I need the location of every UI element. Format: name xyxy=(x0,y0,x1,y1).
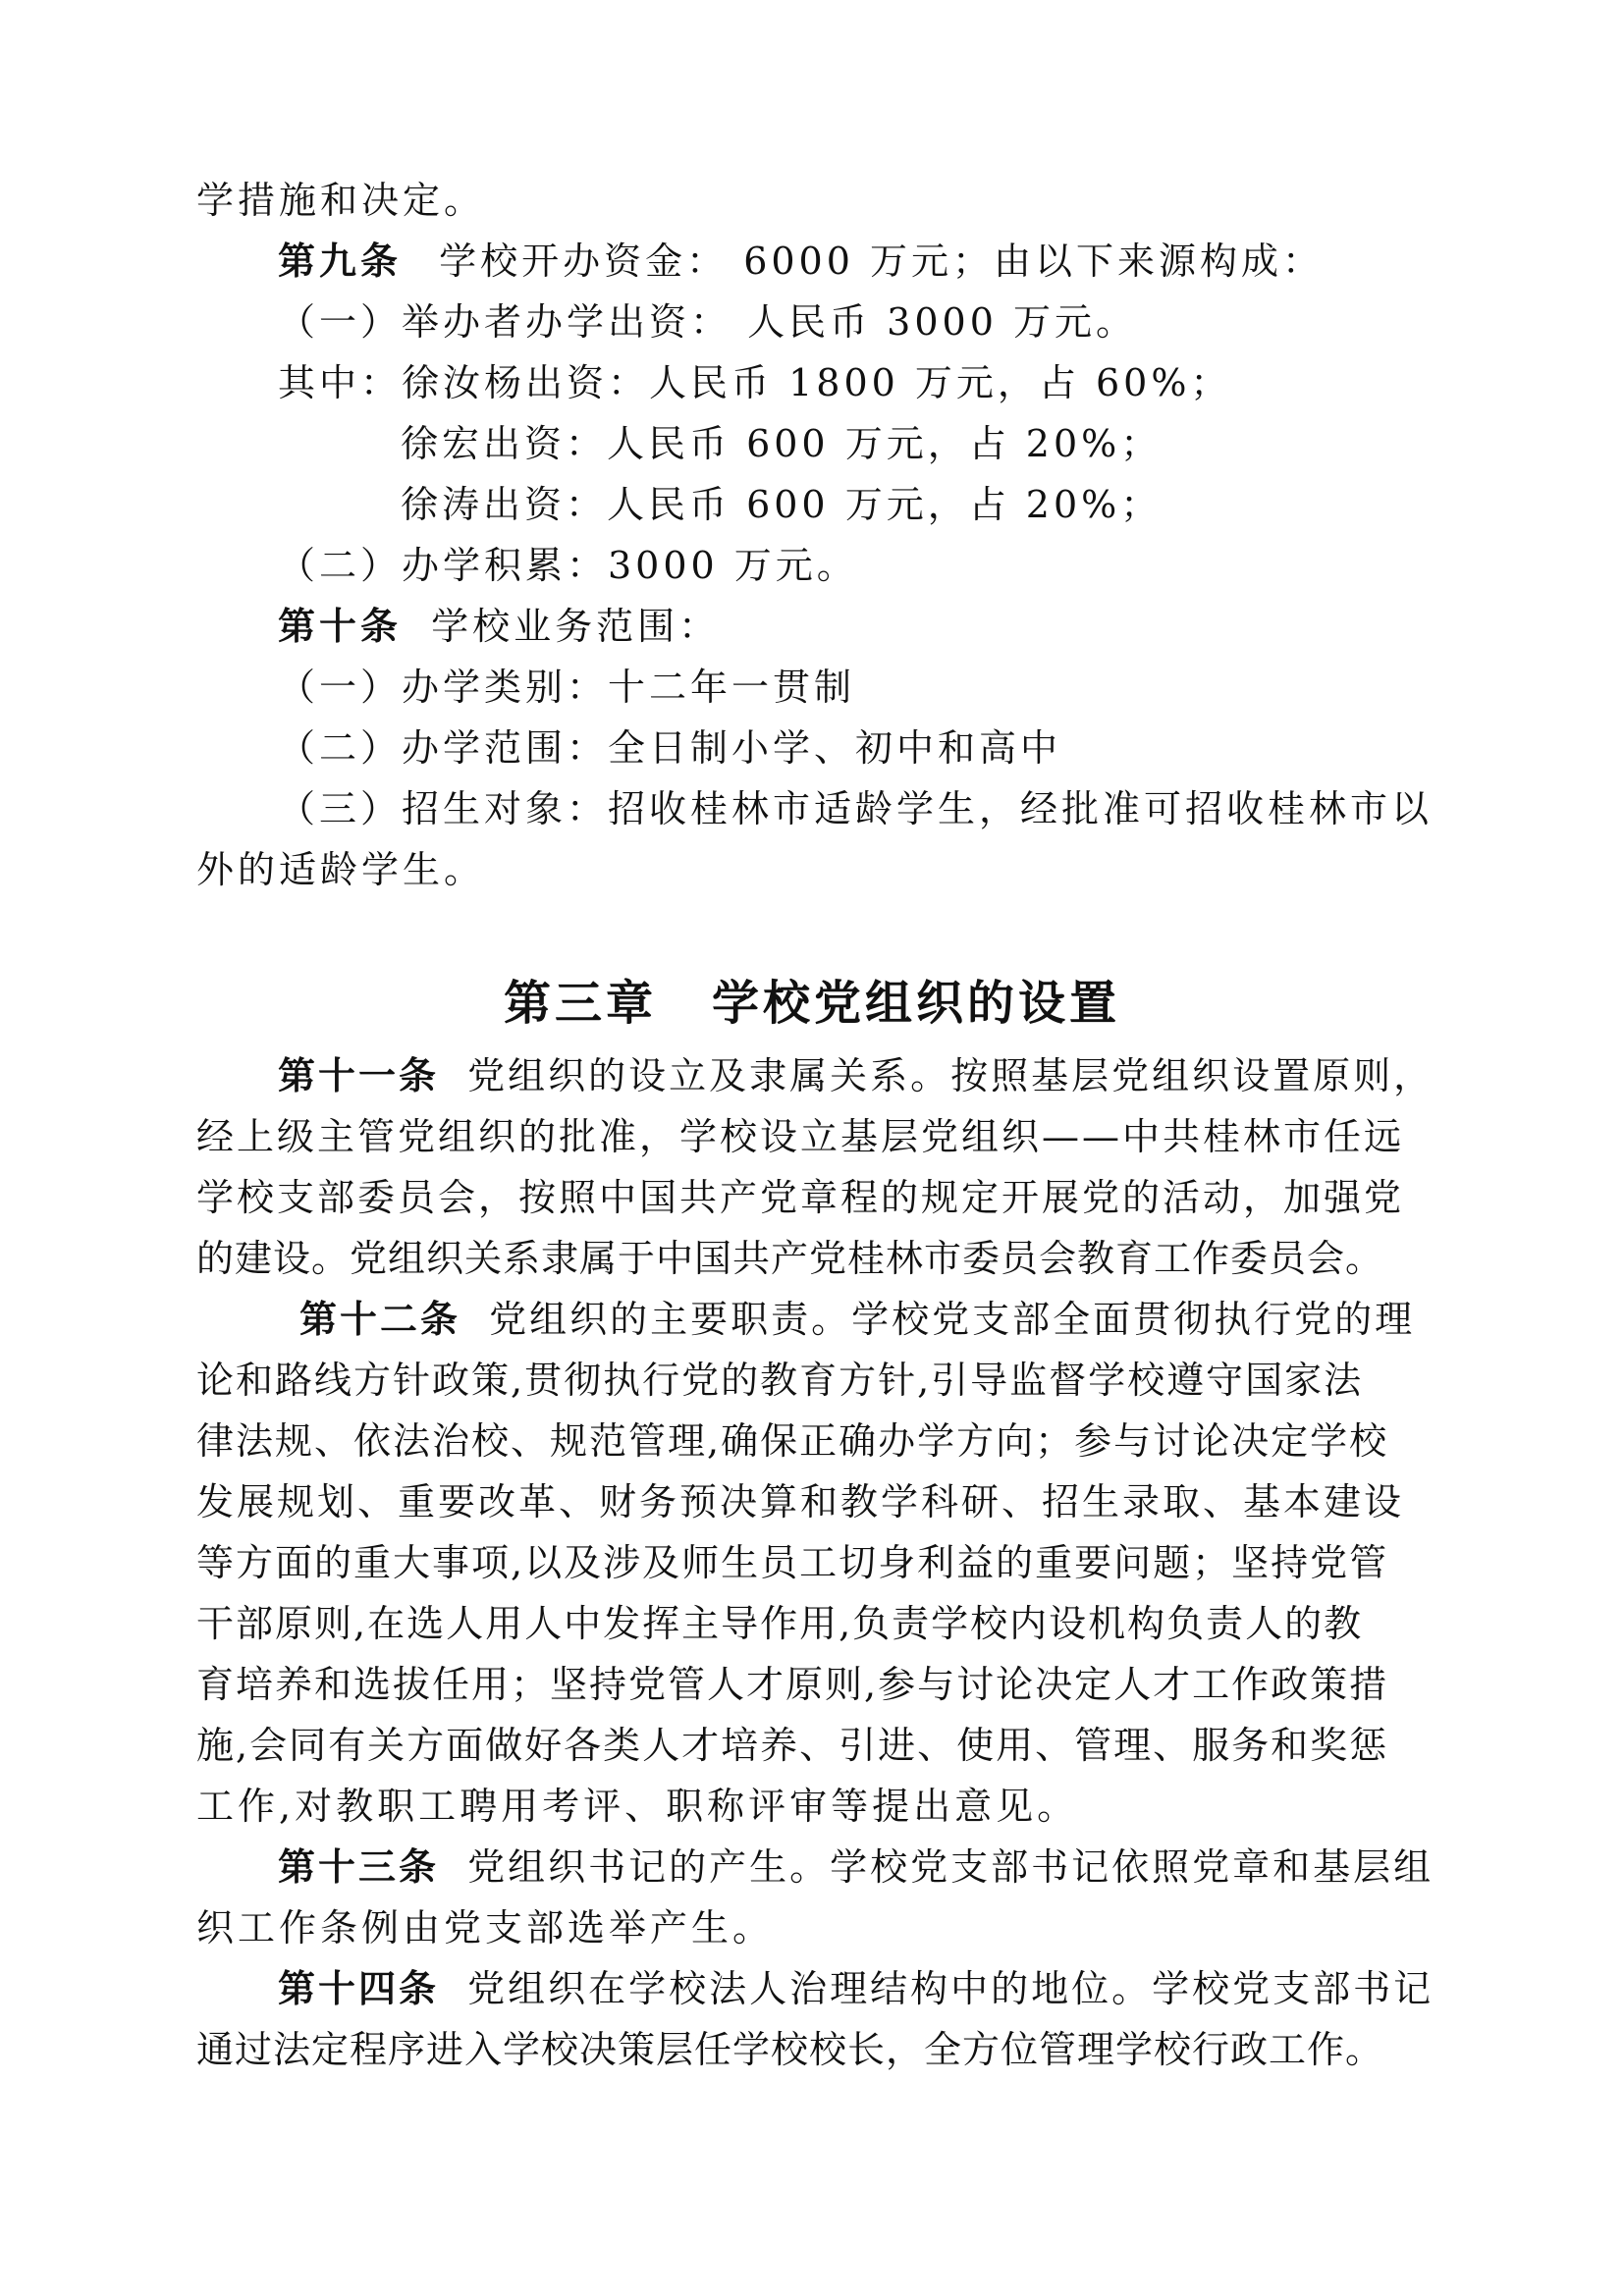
paragraph-line: 学校支部委员会，按照中国共产党章程的规定开展党的活动，加强党 xyxy=(196,1176,1405,1219)
paragraph-line: 律法规、依法治校、规范管理,确保正确办学方向；参与讨论决定学校 xyxy=(196,1419,1389,1463)
article-14 xyxy=(278,1965,1434,2012)
sub-item: 徐汝杨出资：人民币 1800 万元，占 60%； xyxy=(402,361,1232,404)
list-item: （三）招生对象：招收桂林市适龄学生，经批准可招收桂林市以 xyxy=(278,787,1434,830)
paragraph-line: 干部原则,在选人用人中发挥主导作用,负责学校内设机构负责人的教 xyxy=(196,1602,1364,1645)
paragraph-line: 织工作条例由党支部选举产生。 xyxy=(196,1906,775,1949)
paragraph-line: 育培养和选拔任用；坚持党管人才原则,参与讨论决定人才工作政策措 xyxy=(196,1663,1389,1706)
article-label: 第十三条 xyxy=(278,1845,440,1889)
article-text: 党组织书记的产生。学校党支部书记依照党章和基层组 xyxy=(467,1845,1435,1889)
paragraph-line: 论和路线方针政策,贯彻执行党的教育方针,引导监督学校遵守国家法 xyxy=(196,1359,1364,1402)
paragraph-line: 等方面的重大事项,以及涉及师生员工切身利益的重要问题；坚持党管 xyxy=(196,1541,1389,1584)
paragraph-line: 学措施和决定。 xyxy=(196,179,486,222)
article-label: 第十四条 xyxy=(278,1967,440,2010)
article-11 xyxy=(278,1052,1434,1099)
article-13 xyxy=(278,1843,1434,1891)
article-12 xyxy=(299,1296,1415,1343)
list-item: （一）举办者办学出资： 人民币 3000 万元。 xyxy=(278,300,1137,344)
sub-item: 徐宏出资：人民币 600 万元，占 20%； xyxy=(401,422,1163,465)
list-item: （二）办学范围：全日制小学、初中和高中 xyxy=(278,726,1062,770)
sub-item: 徐涛出资：人民币 600 万元，占 20%； xyxy=(401,483,1163,526)
paragraph-line: 的建设。党组织关系隶属于中国共产党桂林市委员会教育工作委员会。 xyxy=(196,1237,1384,1280)
chapter-heading xyxy=(0,974,1624,1033)
list-item: （二）办学积累：3000 万元。 xyxy=(278,544,858,587)
paragraph-line: 施,会同有关方面做好各类人才培养、引进、使用、管理、服务和奖惩 xyxy=(196,1724,1389,1767)
article-label: 第十二条 xyxy=(299,1298,461,1341)
chapter-title: 学校党组织的设置 xyxy=(712,976,1121,1031)
article-text: 党组织的设立及隶属关系。按照基层党组织设置原则， xyxy=(467,1054,1435,1097)
article-9 xyxy=(278,238,1324,285)
paragraph-line: 通过法定程序进入学校决策层任学校校长，全方位管理学校行政工作。 xyxy=(196,2028,1384,2071)
list-item xyxy=(278,359,1231,406)
paragraph-line: 工作,对教职工聘用考评、职称评审等提出意见。 xyxy=(196,1785,1079,1828)
article-text: 学校业务范围： xyxy=(431,605,721,648)
article-text: 学校开办资金： 6000 万元；由以下来源构成： xyxy=(439,240,1324,283)
paragraph-line: 发展规划、重要改革、财务预决算和教学科研、招生录取、基本建设 xyxy=(196,1480,1405,1523)
list-item: （一）办学类别：十二年一贯制 xyxy=(278,666,856,709)
article-text: 党组织在学校法人治理结构中的地位。学校党支部书记 xyxy=(467,1967,1435,2010)
sub-label: 其中： xyxy=(278,361,403,404)
list-item: 外的适龄学生。 xyxy=(196,848,486,891)
article-label: 第十条 xyxy=(278,605,403,648)
article-10 xyxy=(278,603,720,650)
paragraph-line: 经上级主管党组织的批准，学校设立基层党组织——中共桂林市任远 xyxy=(196,1115,1405,1158)
chapter-number: 第三章 xyxy=(503,976,657,1031)
article-label: 第九条 xyxy=(278,240,403,283)
article-label: 第十一条 xyxy=(278,1054,440,1097)
article-text: 党组织的主要职责。学校党支部全面贯彻执行党的理 xyxy=(489,1298,1416,1341)
